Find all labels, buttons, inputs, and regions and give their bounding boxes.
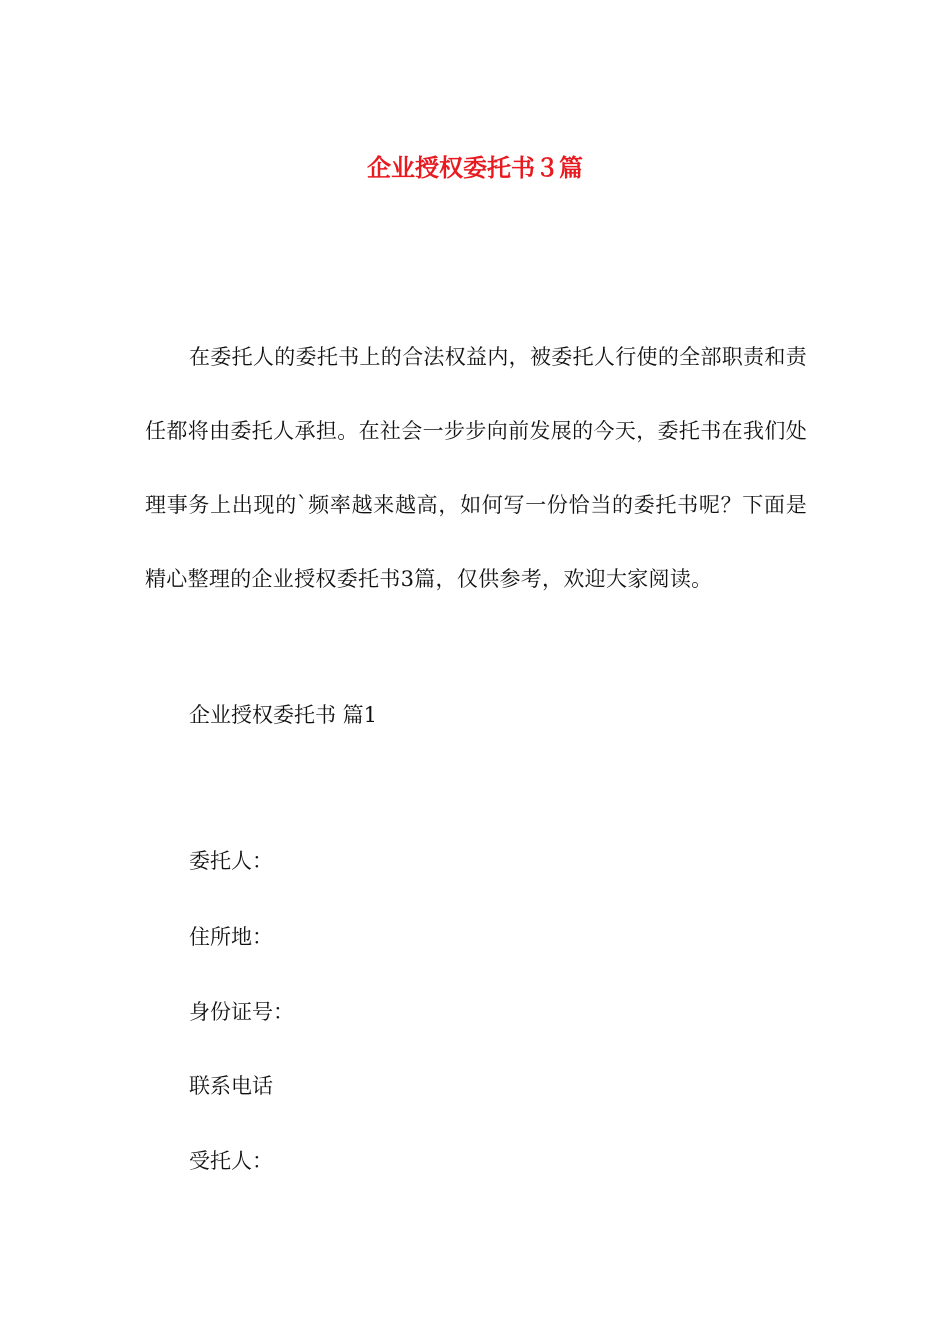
field-id-number: 身份证号：	[189, 1000, 294, 1024]
intro-paragraph: 在委托人的委托书上的合法权益内，被委托人行使的全部职责和责任都将由委托人承担。在社会一步步向前发展的今天，委托书在我们处理事务上出现的`频率越来越高，如何写一份恰当的委托书呢？下面是精心整理的企业授权委托书3篇，仅供参考，欢迎大家阅读。	[145, 345, 807, 591]
field-principal: 委托人：	[189, 849, 273, 873]
field-agent: 受托人：	[189, 1149, 273, 1173]
field-phone: 联系电话	[189, 1074, 273, 1098]
document-title: 企业授权委托书３篇	[367, 153, 583, 183]
field-address: 住所地：	[189, 925, 273, 949]
section-heading: 企业授权委托书 篇1	[189, 703, 378, 727]
